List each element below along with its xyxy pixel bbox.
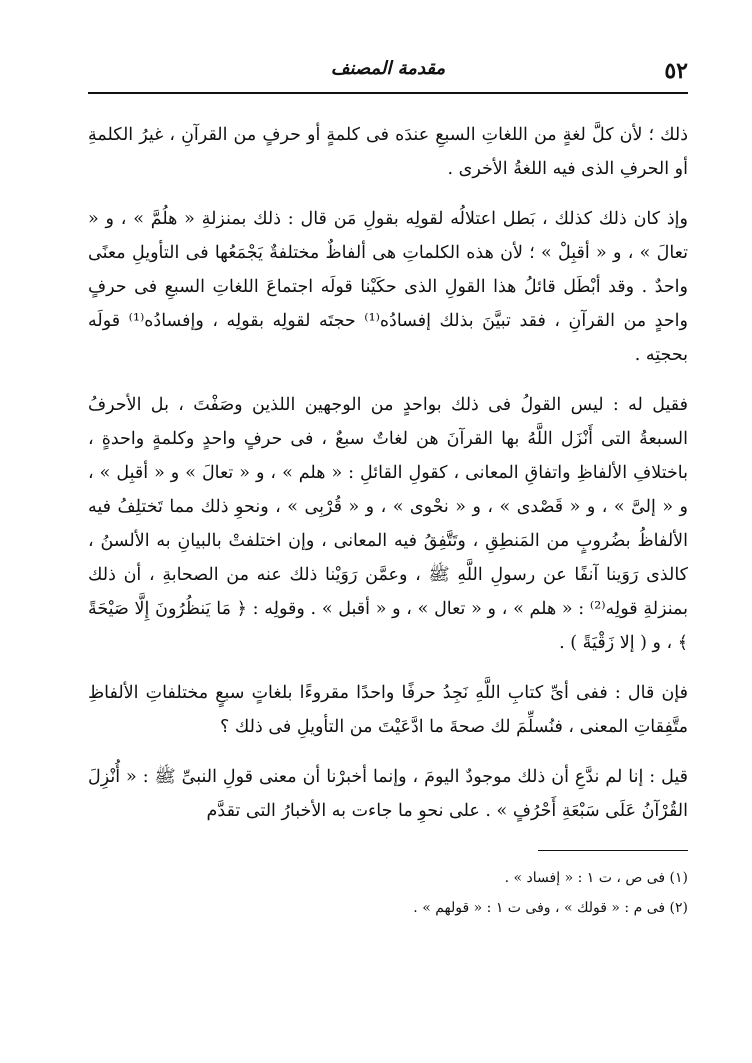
footnote: (٢) فى م : « قولك » ، وفى ت ١ : « قولهم » . bbox=[413, 900, 688, 916]
book-page bbox=[88, 52, 688, 1052]
footnotes bbox=[88, 863, 688, 923]
footnote: (١) فى ص ، ت ١ : « إفساد » . bbox=[504, 870, 688, 886]
page-number: ٥٢ bbox=[664, 58, 688, 84]
paragraph: فقيل له : ليس القولُ فى ذلك بواحدٍ من الوجهين اللذين وصَفْتَ ، بل الأحرفُ السبعةُ التى أَنْزَل اللَّهُ بها القرآنَ هن لغاتٌ سبعٌ ، فى حرفٍ واحدٍ وكلمةٍ واحدةٍ ، باختلافِ الألفاظِ واتفاقِ المعانى ، كقولِ القائلِ : « هلم » ، و « تعالَ » و « أقبِل » ، و « إلىَّ » ، و « قَصْدى » ، و « نحْوى » ، و « قُرْبِى » ، ونحوِ ذلك مما تَختلِفُ فيه الألفاظُ بضُروبٍ من المَنطِقِ ، وتَتَّفِقُ فيه المعانى ، وإن اختلفتْ بالبيانِ به الألسنُ ، كالذى رَوَينا آنفًا عن رسولِ اللَّهِ ﷺ ، وعمَّن رَوَيْنا ذلك عنه من الصحابةِ ، أن ذلك بمنزلةِ قولِه⁽²⁾ : « هلم » ، و « تعال » ، و « أقبل » . وقولِه : ﴿ مَا يَنظُرُونَ إِلَّا صَيْحَةً ﴾ ، و ( إلا زَقْيَةً ) . bbox=[88, 395, 689, 653]
paragraph: وإذ كان ذلك كذلك ، بَطل اعتلالُه لقولِه بقولِ مَن قال : ذلك بمنزلةِ « هلُمَّ » ، و « تعالَ » ، و « أقبِلْ » ؛ لأن هذه الكلماتِ هى ألفاظٌ مختلفةٌ يَجْمَعُها فى التأويلِ معنًى واحدٌ . وقد أبْطَل قائلُ هذا القولِ الذى حكَيْنا قولَه اجتماعَ اللغاتِ السبعِ فى حرفٍ واحدٍ من القرآنِ ، فقد تبيَّنَ بذلك إفسادُه⁽¹⁾ حجتَه لقولِه بقولِه ، وإفسادُه⁽¹⁾ قولَه بحجتِه . bbox=[88, 209, 688, 365]
paragraph: قيل : إنا لم ندَّعِ أن ذلك موجودٌ اليومَ ، وإنما أخبرْنا أن معنى قولِ النبىِّ ﷺ : « أُنْزِلَ القُرْآنُ عَلَى سَبْعَةِ أَحْرُفٍ » . على نحوِ ما جاءت به الأخبارُ التى تقدَّم bbox=[88, 767, 688, 821]
main-text bbox=[88, 118, 688, 828]
footnote-divider bbox=[538, 850, 688, 851]
paragraph: فإن قال : ففى أىِّ كتابِ اللَّهِ نَجِدُ حرفًا واحدًا مقروءًا بلغاتٍ سبعٍ مختلفاتِ الألفاظِ متَّفِقاتِ المعنى ، فنُسلِّمَ لك صحةَ ما ادَّعَيْتَ من التأويلِ فى ذلك ؟ bbox=[88, 683, 688, 737]
paragraph: ذلك ؛ لأن كلَّ لغةٍ من اللغاتِ السبعِ عندَه فى كلمةٍ أو حرفٍ من القرآنِ ، غيرُ الكلمةِ أو الحرفِ الذى فيه اللغةُ الأخرى . bbox=[88, 125, 688, 179]
page-header bbox=[88, 52, 688, 94]
running-title: مقدمة المصنف bbox=[330, 58, 446, 79]
